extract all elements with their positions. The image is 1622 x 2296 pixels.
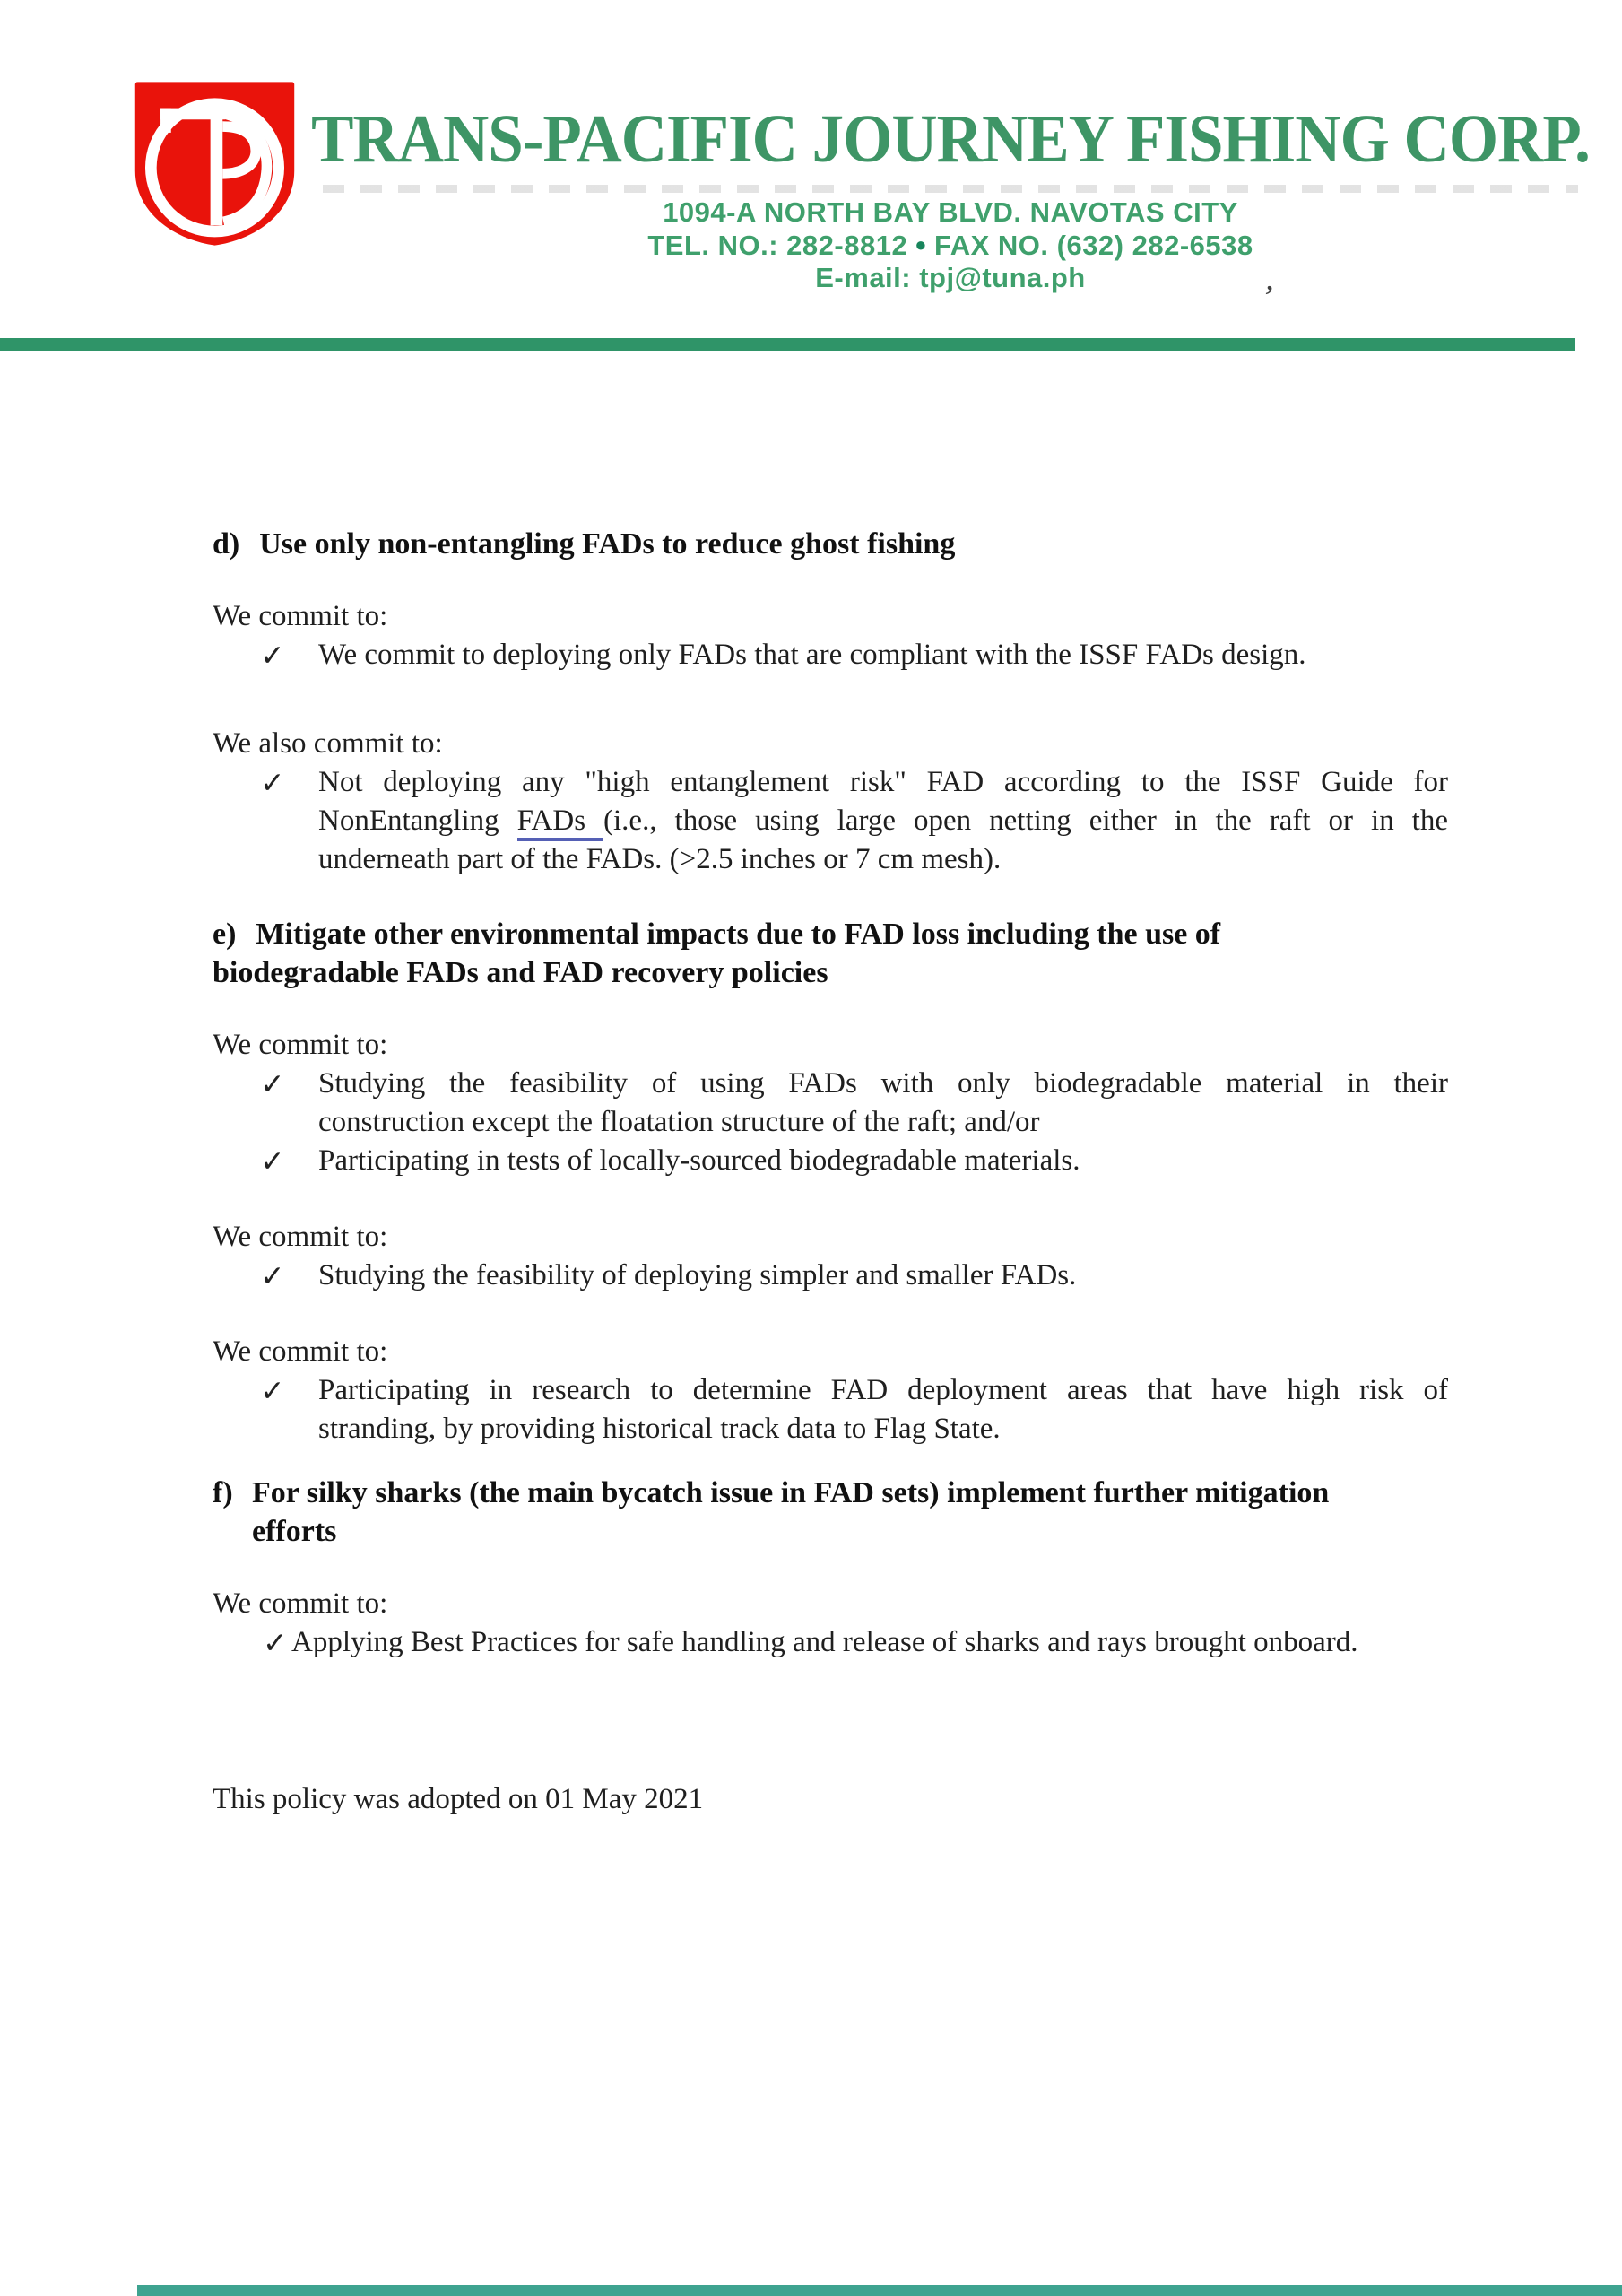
commit-intro: We also commit to: bbox=[213, 727, 443, 760]
adoption-date-line: This policy was adopted on 01 May 2021 bbox=[213, 1783, 704, 1815]
bullet-text: Participating in tests of locally-sourced biodegradable materials. bbox=[318, 1144, 1080, 1177]
list-item bbox=[213, 636, 1448, 674]
address-line: 1094-A NORTH BAY BLVD. NAVOTAS CITY bbox=[663, 196, 1238, 228]
letterhead-divider-bar bbox=[0, 338, 1575, 351]
list-item bbox=[213, 1371, 1448, 1448]
tel-fax-line bbox=[269, 229, 1622, 262]
bullet-text: Studying the feasibility of using FADs with only biodegradable material in their construction except the floatation structure of the raft; and/or bbox=[318, 1067, 1448, 1138]
list-item bbox=[213, 1142, 1448, 1180]
checkmark-icon: ✓ bbox=[260, 1373, 285, 1408]
letterhead-contact-block bbox=[269, 196, 1622, 294]
section-heading-text: Use only non-entangling FADs to reduce ghost fishing bbox=[259, 527, 956, 561]
bullet-text: Not deploying any "high entanglement risk" FAD according to the ISSF Guide for NonEntangling FADs (i.e., those using large open netting either in the raft or in the underneath part of the FADs. (>2.5 inches or 7 cm mesh). bbox=[318, 766, 1448, 875]
section-label: e) bbox=[213, 918, 237, 951]
checkmark-icon: ✓ bbox=[260, 1066, 285, 1101]
scan-stray-mark: ’ bbox=[1260, 278, 1277, 317]
fads-underlined-text: FADs bbox=[517, 804, 603, 841]
dot-separator-icon: ● bbox=[915, 233, 927, 256]
email-line: E-mail: tpj@tuna.ph bbox=[815, 262, 1086, 293]
checkmark-icon: ✓ bbox=[260, 1144, 285, 1178]
commit-intro: We commit to: bbox=[213, 1335, 388, 1368]
commit-intro: We commit to: bbox=[213, 1587, 388, 1620]
company-name: TRANS-PACIFIC JOURNEY FISHING CORP. bbox=[311, 101, 1590, 178]
checkmark-icon: ✓ bbox=[263, 1625, 288, 1660]
list-item bbox=[213, 763, 1448, 879]
list-item bbox=[213, 1257, 1448, 1295]
section-label: f) bbox=[213, 1476, 233, 1509]
heading-line: efforts bbox=[252, 1515, 337, 1548]
checkmark-icon: ✓ bbox=[260, 638, 285, 673]
section-label: d) bbox=[213, 527, 240, 561]
list-item bbox=[213, 1623, 1448, 1662]
bullet-line-with-link: NonEntangling FADs (i.e., those using large open netting either in the raft or in the bbox=[318, 802, 1448, 840]
bullet-text: Studying the feasibility of deploying simpler and smaller FADs. bbox=[318, 1259, 1077, 1292]
bullet-text: We commit to deploying only FADs that are compliant with the ISSF FADs design. bbox=[318, 639, 1306, 671]
bullet-text: Participating in research to determine FAD deployment areas that have high risk of stranding, by providing historical track data to Flag State. bbox=[318, 1374, 1448, 1445]
section-heading-f bbox=[213, 1474, 1448, 1551]
bullet-text: Applying Best Practices for safe handling and release of sharks and rays brought onboard. bbox=[291, 1626, 1358, 1658]
checkmark-icon: ✓ bbox=[260, 1258, 285, 1293]
heading-line: biodegradable FADs and FAD recovery policies bbox=[213, 956, 828, 989]
commit-intro: We commit to: bbox=[213, 1221, 388, 1253]
document-body bbox=[213, 525, 1448, 1819]
page-footer-bar bbox=[137, 2285, 1622, 2296]
commit-intro: We commit to: bbox=[213, 600, 388, 632]
tel-number: TEL. NO.: 282-8812 bbox=[647, 230, 908, 261]
scan-noise-row bbox=[323, 185, 1578, 193]
checkmark-icon: ✓ bbox=[260, 765, 285, 800]
fax-number: FAX NO. (632) 282-6538 bbox=[934, 230, 1253, 261]
section-heading-d bbox=[213, 525, 1448, 563]
section-heading-text: Mitigate other environmental impacts due to FAD loss including the use of bbox=[256, 918, 1221, 951]
section-heading-e bbox=[213, 915, 1448, 992]
heading-line bbox=[213, 915, 1448, 953]
heading-line: For silky sharks (the main bycatch issue in FAD sets) implement further mitigation bbox=[252, 1476, 1330, 1509]
commit-intro: We commit to: bbox=[213, 1029, 388, 1061]
list-item bbox=[213, 1065, 1448, 1142]
